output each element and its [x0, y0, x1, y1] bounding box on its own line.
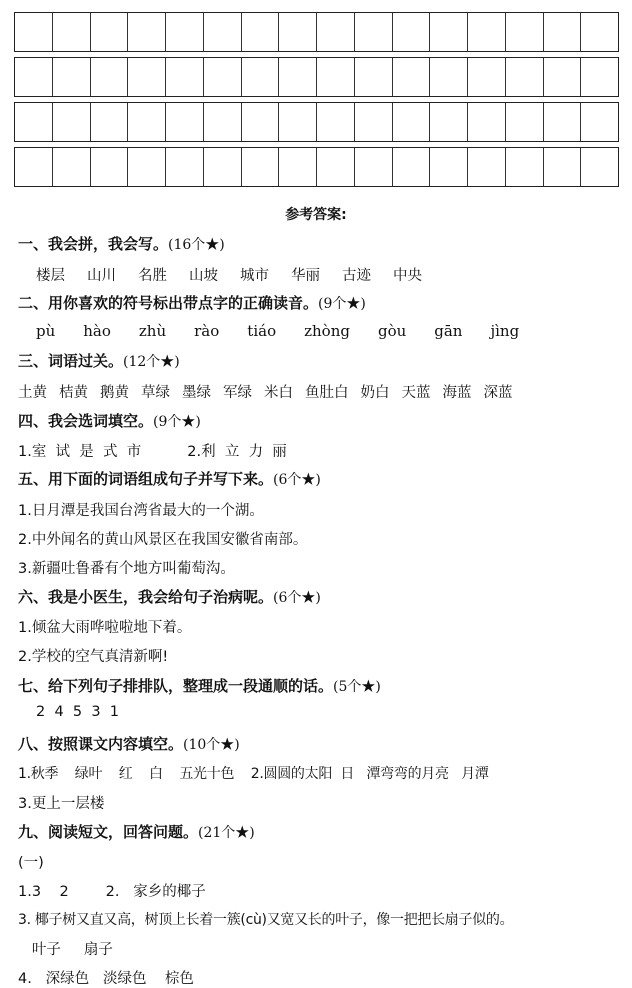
grid-cell: [204, 13, 242, 51]
grid-cell: [393, 103, 431, 141]
grid-cell: [544, 148, 582, 186]
section-score: (12个★): [123, 354, 180, 370]
grid-cell: [317, 148, 355, 186]
grid-cell: [242, 103, 280, 141]
grid-cell: [317, 58, 355, 96]
section-title: 七、给下列句子排排队，整理成一段通顺的话。: [18, 677, 334, 695]
grid-cell: [430, 58, 468, 96]
section-8-answer: 3.更上一层楼: [18, 796, 105, 812]
grid-cell: [506, 148, 544, 186]
grid-cell: [128, 103, 166, 141]
grid-cell: [91, 58, 129, 96]
grid-cell: [430, 148, 468, 186]
grid-cell: [15, 148, 53, 186]
grid-cell: [393, 58, 431, 96]
grid-row: [14, 102, 619, 142]
grid-cell: [506, 13, 544, 51]
section-score: (6个★): [273, 590, 321, 606]
writing-grid: [14, 12, 619, 187]
grid-cell: [279, 58, 317, 96]
grid-cell: [393, 13, 431, 51]
grid-cell: [279, 103, 317, 141]
grid-cell: [279, 148, 317, 186]
grid-row: [14, 57, 619, 97]
grid-cell: [53, 148, 91, 186]
grid-cell: [317, 103, 355, 141]
grid-cell: [355, 148, 393, 186]
grid-cell: [166, 58, 204, 96]
grid-cell: [242, 148, 280, 186]
grid-cell: [581, 58, 618, 96]
grid-cell: [15, 13, 53, 51]
grid-cell: [393, 148, 431, 186]
grid-cell: [204, 148, 242, 186]
grid-cell: [581, 148, 618, 186]
section-3-heading: [18, 350, 180, 371]
grid-row: [14, 147, 619, 187]
section-title: 一、我会拼，我会写。: [18, 235, 169, 253]
answer-word: 楼层: [36, 268, 65, 284]
answer-word: 鱼肚白: [305, 385, 349, 401]
answer-word: 古迹: [342, 268, 371, 284]
answer-word: 米白: [264, 385, 293, 401]
grid-cell: [15, 58, 53, 96]
grid-cell: [544, 58, 582, 96]
answer-word: 山川: [87, 268, 116, 284]
section-1-heading: [18, 233, 225, 254]
grid-cell: [91, 103, 129, 141]
section-5-heading: [18, 468, 321, 489]
grid-cell: [204, 58, 242, 96]
section-score: (9个★): [318, 296, 366, 312]
section-title: 四、我会选词填空。: [18, 412, 154, 430]
section-8-heading: [18, 733, 240, 754]
answer-word: pù: [36, 322, 56, 340]
grid-cell: [53, 58, 91, 96]
answer-word: 墨绿: [182, 385, 211, 401]
grid-cell: [355, 103, 393, 141]
section-6-answer: 1.倾盆大雨哗啦啦地下着。: [18, 620, 192, 636]
section-title: 九、阅读短文，回答问题。: [18, 823, 199, 841]
section-2-answers: [36, 322, 547, 340]
section-score: (5个★): [333, 679, 381, 695]
grid-cell: [128, 13, 166, 51]
grid-cell: [128, 148, 166, 186]
answer-title: 参考答案:: [285, 207, 347, 223]
section-score: (9个★): [153, 414, 201, 430]
grid-cell: [581, 13, 618, 51]
section-score: (6个★): [273, 472, 321, 488]
grid-cell: [506, 103, 544, 141]
grid-cell: [128, 58, 166, 96]
answer-word: 深蓝: [483, 385, 513, 401]
section-4-heading: [18, 410, 201, 431]
answer-word: 草绿: [141, 385, 170, 401]
section-7-heading: [18, 675, 381, 696]
section-9-heading: [18, 821, 255, 842]
section-title: 五、用下面的词语组成句子并写下来。: [18, 470, 274, 488]
grid-cell: [430, 103, 468, 141]
section-3-answers: [18, 381, 525, 402]
answer-word: 鹅黄: [100, 385, 129, 401]
section-score: (21个★): [198, 825, 255, 841]
grid-cell: [468, 58, 506, 96]
answer-word: zhù: [138, 322, 167, 340]
grid-cell: [506, 58, 544, 96]
section-7-answer: 2 4 5 3 1: [36, 704, 119, 720]
section-5-answer: 3.新疆吐鲁番有个地方叫葡萄沟。: [18, 561, 235, 577]
grid-cell: [317, 13, 355, 51]
answer-word: 名胜: [138, 268, 167, 284]
answer-word: 中央: [393, 268, 422, 284]
section-1-answers: [36, 264, 444, 285]
grid-cell: [91, 13, 129, 51]
answer-word: gòu: [377, 322, 407, 340]
section-9-answer: 4. 深绿色 淡绿色 棕色: [18, 971, 194, 987]
section-title: 三、词语过关。: [18, 352, 124, 370]
grid-cell: [53, 13, 91, 51]
answer-word: 华丽: [291, 268, 320, 284]
answer-word: gān: [434, 322, 463, 340]
section-9-answer: (一): [18, 855, 44, 871]
section-6-heading: [18, 586, 321, 607]
grid-cell: [53, 103, 91, 141]
grid-cell: [355, 13, 393, 51]
grid-cell: [468, 148, 506, 186]
grid-cell: [544, 13, 582, 51]
answer-word: 奶白: [360, 385, 390, 401]
grid-cell: [242, 13, 280, 51]
grid-cell: [15, 103, 53, 141]
section-9-answer: 1.3 2 2. 家乡的椰子: [18, 884, 206, 900]
section-title: 八、按照课文内容填空。: [18, 735, 184, 753]
answer-word: hào: [83, 322, 111, 340]
answer-word: 军绿: [223, 385, 252, 401]
grid-cell: [166, 103, 204, 141]
grid-cell: [166, 148, 204, 186]
section-5-answer: 2.中外闻名的黄山风景区在我国安徽省南部。: [18, 532, 308, 548]
answer-word: 土黄: [18, 385, 47, 401]
section-2-heading: [18, 292, 366, 313]
answer-word: zhòng: [304, 322, 350, 340]
answer-word: 山坡: [189, 268, 218, 284]
section-9-answer: 3. 椰子树又直又高，树顶上长着一簇(cù)又宽又长的叶子，像一把把长扇子似的。: [18, 912, 514, 928]
grid-cell: [468, 103, 506, 141]
grid-cell: [242, 58, 280, 96]
grid-cell: [468, 13, 506, 51]
answer-word: rào: [194, 322, 220, 340]
grid-cell: [581, 103, 618, 141]
section-4-answer: 1.室 试 是 式 市 2.利 立 力 丽: [18, 444, 287, 460]
section-score: (16个★): [168, 237, 225, 253]
answer-word: tiáo: [247, 322, 277, 340]
answer-word: 城市: [240, 268, 269, 284]
answer-word: 天蓝: [401, 385, 431, 401]
grid-cell: [91, 148, 129, 186]
grid-row: [14, 12, 619, 52]
grid-cell: [279, 13, 317, 51]
section-8-answer: 1.秋季 绿叶 红 白 五光十色 2.圆圆的太阳 日 潭弯弯的月亮 月潭: [18, 766, 489, 782]
section-title: 六、我是小医生，我会给句子治病呢。: [18, 588, 274, 606]
section-title: 二、用你喜欢的符号标出带点字的正确读音。: [18, 294, 319, 312]
grid-cell: [544, 103, 582, 141]
answer-word: 桔黄: [59, 385, 88, 401]
section-9-answer: 叶子 扇子: [18, 942, 113, 958]
section-6-answer: 2.学校的空气真清新啊!: [18, 649, 169, 665]
answer-word: jìng: [490, 322, 520, 340]
grid-cell: [166, 13, 204, 51]
section-5-answer: 1.日月潭是我国台湾省最大的一个湖。: [18, 503, 264, 519]
answer-word: 海蓝: [442, 385, 472, 401]
grid-cell: [430, 13, 468, 51]
grid-cell: [355, 58, 393, 96]
section-score: (10个★): [183, 737, 240, 753]
grid-cell: [204, 103, 242, 141]
